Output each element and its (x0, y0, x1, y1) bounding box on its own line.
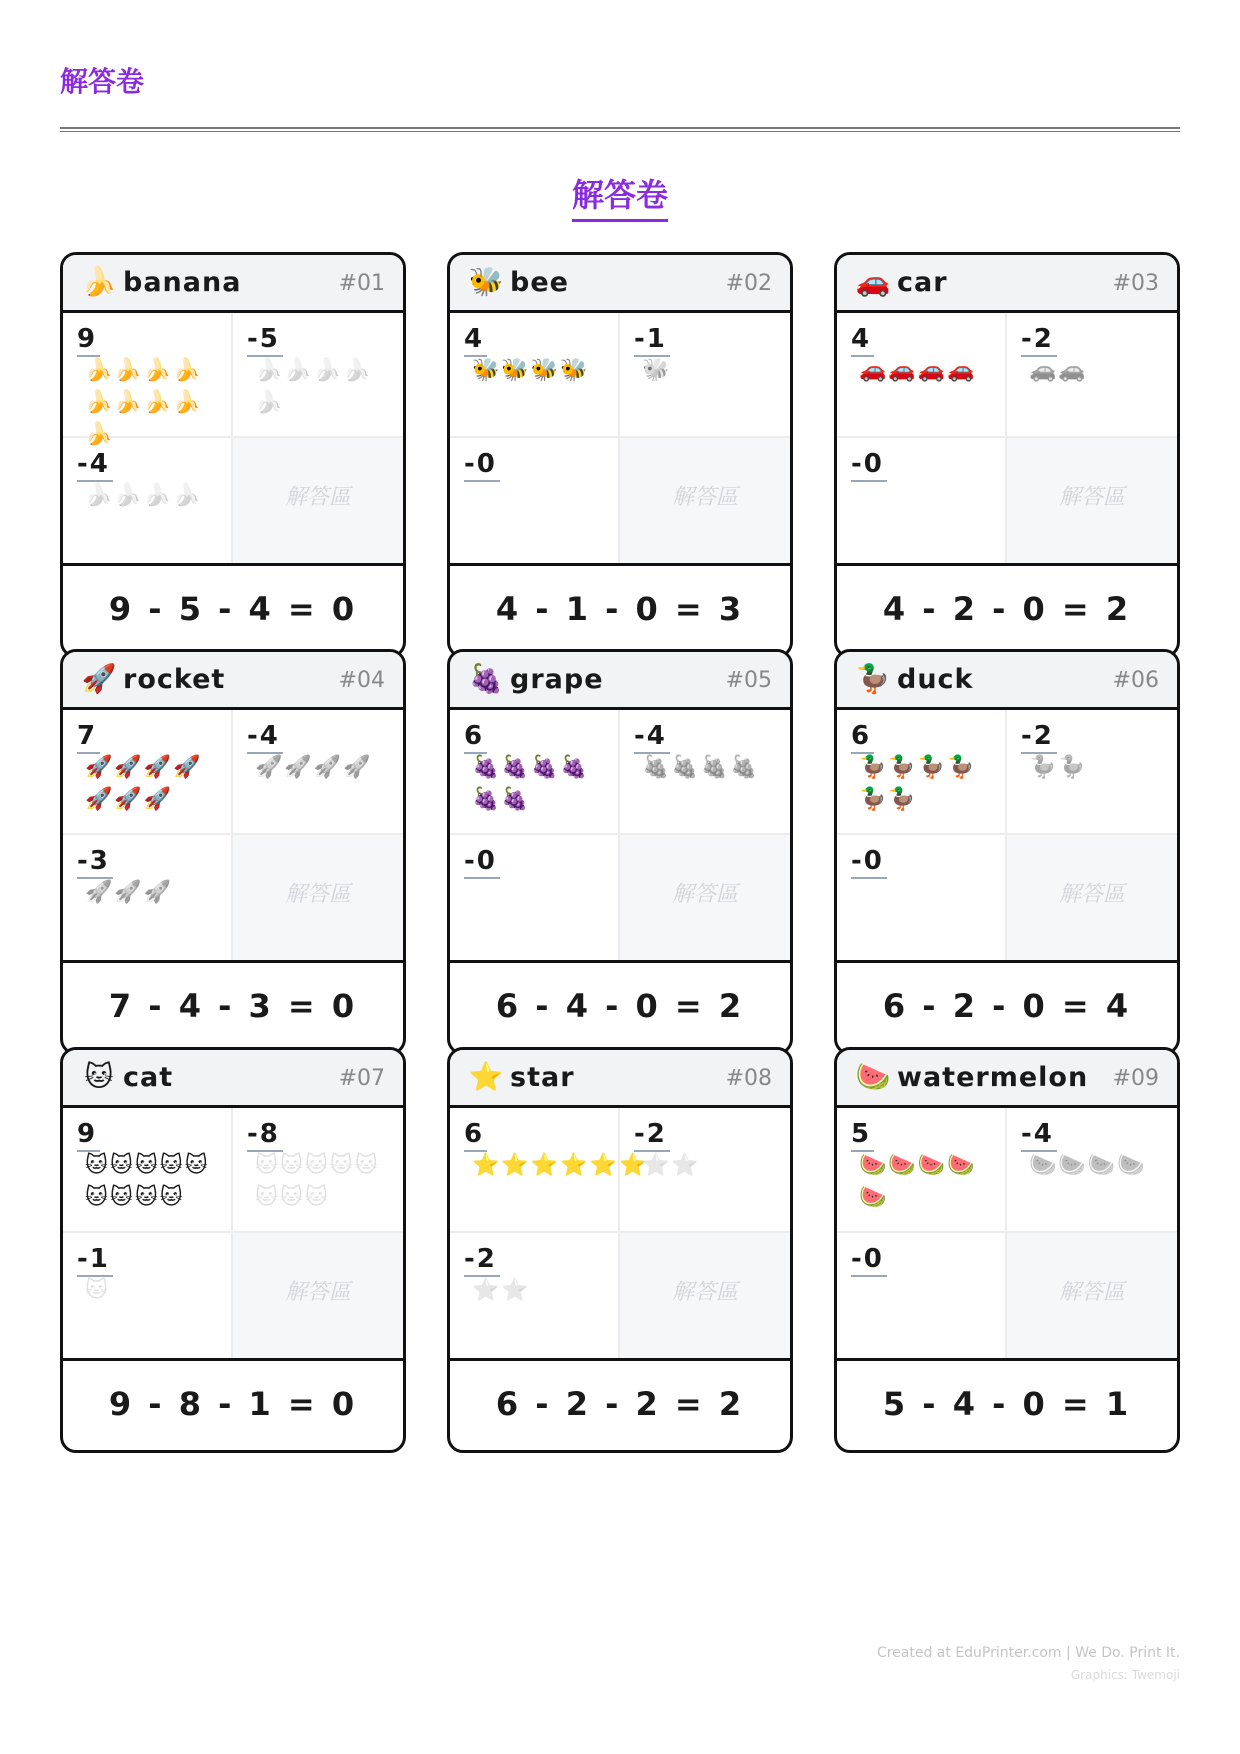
card-item-name: rocket (123, 664, 226, 695)
worksheet-card (834, 649, 1180, 1055)
subtract-number-2: -1 (77, 1245, 113, 1277)
worksheet-card (60, 252, 406, 658)
worksheet-card (447, 252, 793, 658)
cell-start (63, 710, 233, 835)
card-header (63, 255, 403, 313)
answer-area[interactable] (620, 835, 790, 960)
card-header (837, 652, 1177, 710)
start-number: 4 (464, 325, 487, 357)
answer-area[interactable] (233, 438, 403, 563)
cell-subtract-1 (620, 313, 790, 438)
card-number: #02 (725, 271, 772, 296)
card-number: #07 (338, 1066, 385, 1091)
card-header (837, 255, 1177, 313)
card-equation: 4 - 2 - 0 = 2 (837, 563, 1177, 655)
card-equation: 6 - 2 - 0 = 4 (837, 960, 1177, 1052)
card-equation: 6 - 2 - 2 = 2 (450, 1358, 790, 1450)
answer-area[interactable] (620, 438, 790, 563)
answer-area-label: 解答區 (284, 1280, 351, 1305)
start-number: 9 (77, 1120, 100, 1152)
card-item-name: star (510, 1062, 575, 1093)
cell-start (450, 710, 620, 835)
card-equation: 6 - 4 - 0 = 2 (450, 960, 790, 1052)
answer-area[interactable] (233, 835, 403, 960)
card-header (450, 1050, 790, 1108)
card-item-name: bee (510, 267, 569, 298)
answer-area[interactable] (1007, 438, 1177, 563)
start-icons: 🐝🐝🐝🐝 (472, 358, 590, 383)
cat-icon: 🐱 (84, 1060, 114, 1093)
main-title: 解答卷 (572, 170, 668, 222)
worksheet-card (60, 1047, 406, 1453)
subtract-icons-1: 🍉🍉🍉🍉 (1029, 1153, 1147, 1178)
card-item-name: duck (897, 664, 974, 695)
cell-subtract-2 (63, 1233, 233, 1358)
subtract-icons-1: 🍌🍌🍌🍌🍌 (255, 358, 373, 415)
banana-icon: 🍌 (81, 265, 117, 298)
start-icons: 🍌🍌🍌🍌🍌🍌🍌🍌🍌 (85, 358, 203, 447)
subtract-number-2: -0 (851, 1245, 887, 1277)
subtract-number-2: -0 (851, 450, 887, 482)
subtract-number-2: -3 (77, 847, 113, 879)
cell-subtract-1 (620, 1108, 790, 1233)
card-equation: 9 - 5 - 4 = 0 (63, 563, 403, 655)
answer-area-label: 解答區 (1058, 485, 1125, 510)
card-header (837, 1050, 1177, 1108)
card-equation: 7 - 4 - 3 = 0 (63, 960, 403, 1052)
subtract-icons-1: 🐝 (642, 358, 672, 383)
cell-subtract-2 (837, 438, 1007, 563)
watermelon-icon: 🍉 (855, 1060, 891, 1093)
subtract-icons-1: 🚗🚗 (1029, 358, 1088, 383)
footer-credit: Created at EduPrinter.com | We Do. Print It. (876, 1645, 1180, 1661)
subtract-icons-2: ⭐⭐ (472, 1278, 531, 1303)
card-number: #06 (1112, 668, 1159, 693)
start-number: 6 (464, 1120, 487, 1152)
answer-area[interactable] (1007, 835, 1177, 960)
answer-area-label: 解答區 (284, 485, 351, 510)
start-icons: 🍉🍉🍉🍉🍉 (859, 1153, 977, 1210)
card-number: #04 (338, 668, 385, 693)
header-rule-thin (60, 131, 1180, 132)
subtract-number-1: -4 (1021, 1120, 1057, 1152)
subtract-number-1: -2 (634, 1120, 670, 1152)
cell-start (837, 313, 1007, 438)
subtract-icons-1: 🦆🦆 (1029, 755, 1088, 780)
cell-subtract-1 (1007, 313, 1177, 438)
answer-area-label: 解答區 (671, 1280, 738, 1305)
cell-subtract-2 (63, 438, 233, 563)
start-number: 9 (77, 325, 100, 357)
subtract-number-2: -4 (77, 450, 113, 482)
card-number: #05 (725, 668, 772, 693)
answer-area[interactable] (1007, 1233, 1177, 1358)
subtract-icons-2: 🚀🚀🚀 (85, 880, 174, 905)
subtract-number-2: -0 (464, 450, 500, 482)
car-icon: 🚗 (855, 265, 891, 298)
header-rule (60, 127, 1180, 129)
subtract-icons-1: 🚀🚀🚀🚀 (255, 755, 373, 780)
card-header (63, 652, 403, 710)
subtract-number-1: -5 (247, 325, 283, 357)
cell-start (837, 1108, 1007, 1233)
main-title-wrap (0, 170, 1240, 222)
answer-area[interactable] (233, 1233, 403, 1358)
cell-subtract-2 (837, 1233, 1007, 1358)
start-icons: 🦆🦆🦆🦆🦆🦆 (859, 755, 977, 812)
start-number: 5 (851, 1120, 874, 1152)
duck-icon: 🦆 (855, 662, 891, 695)
card-number: #03 (1112, 271, 1159, 296)
answer-area[interactable] (620, 1233, 790, 1358)
subtract-number-1: -4 (247, 722, 283, 754)
worksheet-card (834, 1047, 1180, 1453)
cell-subtract-1 (233, 1108, 403, 1233)
cell-start (63, 1108, 233, 1233)
cell-subtract-2 (450, 438, 620, 563)
cell-start (450, 1108, 649, 1233)
cell-start (63, 313, 233, 447)
start-icons: 🐱🐱🐱🐱🐱🐱🐱🐱🐱 (85, 1153, 210, 1210)
cell-start (450, 313, 620, 438)
header-title: 解答卷 (60, 65, 145, 98)
subtract-number-2: -0 (851, 847, 887, 879)
subtract-number-1: -2 (1021, 325, 1057, 357)
start-number: 7 (77, 722, 100, 754)
start-number: 4 (851, 325, 874, 357)
card-number: #09 (1112, 1066, 1159, 1091)
start-icons: 🚀🚀🚀🚀🚀🚀🚀 (85, 755, 203, 812)
subtract-icons-1: 🍇🍇🍇🍇 (642, 755, 760, 780)
subtract-icons-2: 🍌🍌🍌🍌 (85, 483, 203, 508)
cell-subtract-2 (450, 1233, 620, 1358)
card-item-name: watermelon (897, 1062, 1089, 1093)
card-number: #08 (725, 1066, 772, 1091)
card-header (63, 1050, 403, 1108)
subtract-number-1: -2 (1021, 722, 1057, 754)
cell-subtract-2 (450, 835, 620, 960)
subtract-number-2: -0 (464, 847, 500, 879)
worksheet-card (447, 1047, 793, 1453)
card-item-name: grape (510, 664, 604, 695)
card-header (450, 255, 790, 313)
cell-subtract-2 (837, 835, 1007, 960)
card-grid (60, 252, 1180, 1552)
answer-area-label: 解答區 (1058, 1280, 1125, 1305)
subtract-icons-1: ⭐⭐ (642, 1153, 701, 1178)
rocket-icon: 🚀 (81, 662, 117, 695)
card-item-name: cat (123, 1062, 174, 1093)
bee-icon: 🐝 (468, 265, 504, 298)
card-item-name: car (897, 267, 948, 298)
cell-subtract-1 (233, 710, 403, 835)
card-item-name: banana (123, 267, 242, 298)
worksheet-card (447, 649, 793, 1055)
answer-area-label: 解答區 (1058, 882, 1125, 907)
cell-subtract-2 (63, 835, 233, 960)
start-icons: ⭐⭐⭐⭐⭐⭐ (472, 1153, 649, 1178)
subtract-number-1: -1 (634, 325, 670, 357)
subtract-number-1: -4 (634, 722, 670, 754)
subtract-number-1: -8 (247, 1120, 283, 1152)
subtract-icons-2: 🐱 (85, 1278, 110, 1303)
cell-subtract-1 (1007, 1108, 1177, 1233)
start-number: 6 (464, 722, 487, 754)
start-number: 6 (851, 722, 874, 754)
start-icons: 🍇🍇🍇🍇🍇🍇 (472, 755, 590, 812)
cell-start (837, 710, 1007, 835)
subtract-number-2: -2 (464, 1245, 500, 1277)
start-icons: 🚗🚗🚗🚗 (859, 358, 977, 383)
card-equation: 5 - 4 - 0 = 1 (837, 1358, 1177, 1450)
answer-area-label: 解答區 (671, 882, 738, 907)
worksheet-card (60, 649, 406, 1055)
card-number: #01 (338, 271, 385, 296)
footer-graphics: Graphics: Twemoji (1070, 1668, 1180, 1682)
card-equation: 4 - 1 - 0 = 3 (450, 563, 790, 655)
card-equation: 9 - 8 - 1 = 0 (63, 1358, 403, 1450)
card-header (450, 652, 790, 710)
subtract-icons-1: 🐱🐱🐱🐱🐱🐱🐱🐱 (255, 1153, 380, 1210)
answer-area-label: 解答區 (671, 485, 738, 510)
cell-subtract-1 (620, 710, 790, 835)
answer-area-label: 解答區 (284, 882, 351, 907)
cell-subtract-1 (1007, 710, 1177, 835)
cell-subtract-1 (233, 313, 403, 438)
star-icon: ⭐ (468, 1060, 504, 1093)
grape-icon: 🍇 (468, 662, 504, 695)
worksheet-card (834, 252, 1180, 658)
